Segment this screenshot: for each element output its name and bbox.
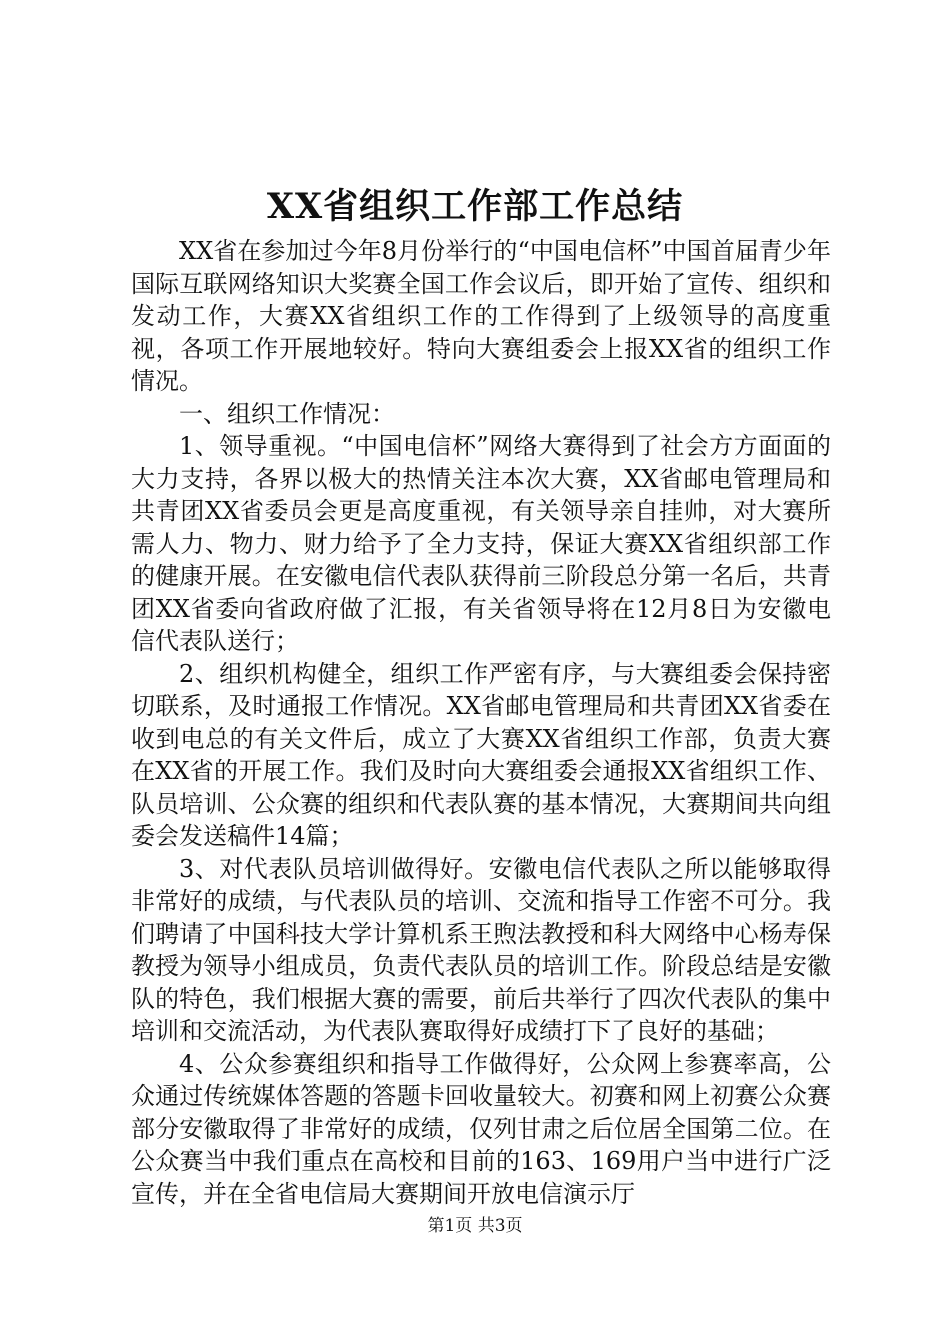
paragraph-item-4: 4、公众参赛组织和指导工作做得好，公众网上参赛率高，公众通过传统媒体答题的答题卡回收量较大。初赛和网上初赛公众赛部分安徽取得了非常好的成绩，仅列甘肃之后位居全国第二位。在公众赛当中我们重点在高校和目前的163、169用户当中进行广泛宣传，并在全省电信局大赛期间开放电信演示厅 <box>131 1049 831 1208</box>
document-body <box>131 235 831 1210</box>
paragraph-item-3: 3、对代表队员培训做得好。安徽电信代表队之所以能够取得非常好的成绩，与代表队员的培训、交流和指导工作密不可分。我们聘请了中国科技大学计算机系王煦法教授和科大网络中心杨寿保教授为领导小组成员，负责代表队员的培训工作。阶段总结是安徽队的特色，我们根据大赛的需要，前后共举行了四次代表队的集中培训和交流活动，为代表队赛取得好成绩打下了良好的基础； <box>131 854 831 1045</box>
document-title: XX省组织工作部工作总结 <box>266 186 684 227</box>
page-number-footer: 第1页 共3页 <box>427 1216 523 1236</box>
section-heading: 一、组织工作情况： <box>179 399 395 428</box>
paragraph-item-1: 1、领导重视。“中国电信杯”网络大赛得到了社会方方面面的大力支持，各界以极大的热情关注本次大赛，XX省邮电管理局和共青团XX省委员会更是高度重视，有关领导亲自挂帅，对大赛所需人力、物力、财力给予了全力支持，保证大赛XX省组织部工作的健康开展。在安徽电信代表队获得前三阶段总分第一名后，共青团XX省委向省政府做了汇报，有关省领导将在12月8日为安徽电信代表队送行； <box>131 432 831 655</box>
paragraph-intro: XX省在参加过今年8月份举行的“中国电信杯”中国首届青少年国际互联网络知识大奖赛全国工作会议后，即开始了宣传、组织和发动工作，大赛XX省组织工作的工作得到了上级领导的高度重视，各项工作开展地较好。特向大赛组委会上报XX省的组织工作情况。 <box>131 237 831 395</box>
paragraph-item-2: 2、组织机构健全，组织工作严密有序，与大赛组委会保持密切联系，及时通报工作情况。XX省邮电管理局和共青团XX省委在收到电总的有关文件后，成立了大赛XX省组织工作部，负责大赛在XX省的开展工作。我们及时向大赛组委会通报XX省组织工作、队员培训、公众赛的组织和代表队赛的基本情况，大赛期间共向组委会发送稿件14篇； <box>131 659 831 850</box>
